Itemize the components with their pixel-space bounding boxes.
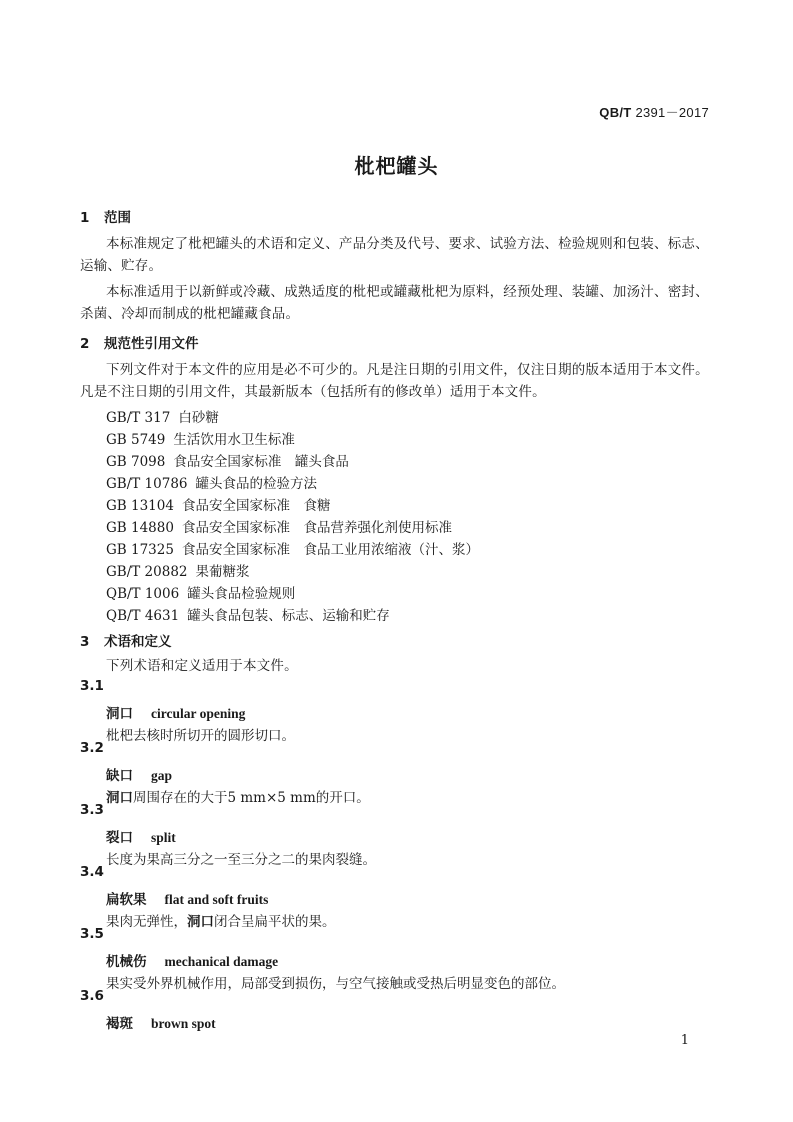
s2-intro-line-2: 凡是不注日期的引用文件，其最新版本（包括所有的修改单）适用于本文件。	[80, 384, 546, 400]
reference-title: 食品安全国家标准 食糖	[181, 498, 331, 514]
page-number: 1	[680, 1033, 689, 1048]
term-en: flat and soft fruits	[164, 892, 269, 907]
s2-intro-line-1: 下列文件对于本文件的应用是必不可少的。凡是注日期的引用文件，仅注日期的版本适用于本文件。	[106, 362, 709, 378]
reference-code: GB 5749	[106, 432, 166, 448]
term-en: circular opening	[151, 706, 246, 721]
reference-item	[106, 604, 390, 624]
section-number: 3	[80, 634, 90, 650]
term-zh: 缺口	[106, 768, 133, 784]
term-definition: 长度为果高三分之一至三分之二的果肉裂缝。	[106, 852, 376, 868]
section-title: 术语和定义	[104, 634, 172, 650]
term-reference: 洞口	[187, 914, 214, 930]
term-reference: 洞口	[106, 790, 133, 806]
reference-title: 罐头食品包装、标志、运输和贮存	[187, 608, 390, 624]
reference-code: GB 7098	[106, 454, 166, 470]
reference-title: 食品安全国家标准 罐头食品	[173, 454, 349, 470]
term-zh: 洞口	[106, 706, 133, 722]
reference-code: GB 13104	[106, 498, 174, 514]
reference-title: 食品安全国家标准 食品工业用浓缩液（汁、浆）	[181, 542, 479, 558]
section-2-heading	[80, 332, 199, 352]
term-heading	[106, 826, 176, 846]
term-zh: 褐斑	[106, 1016, 133, 1032]
term-zh: 机械伤	[106, 954, 147, 970]
term-zh: 扁软果	[106, 892, 147, 908]
section-3-heading	[80, 630, 172, 650]
reference-title: 白砂糖	[178, 410, 219, 426]
term-heading	[106, 888, 268, 908]
reference-code: GB/T 317	[106, 410, 171, 426]
reference-title: 果葡糖浆	[195, 564, 250, 580]
section-number: 2	[80, 336, 90, 352]
clause-number: 3.6	[80, 988, 104, 1004]
s1-paragraph-2-line-1: 本标准适用于以新鲜或冷藏、成熟适度的枇杷或罐藏枇杷为原料，经预处理、装罐、加汤汁、密封、	[106, 284, 709, 300]
reference-code: GB/T 20882	[106, 564, 188, 580]
term-definition-text: 周围存在的大于5 mm×5 mm的开口。	[133, 790, 370, 806]
term-heading	[106, 702, 245, 722]
term-heading	[106, 1012, 216, 1032]
reference-item	[106, 472, 317, 492]
standard-prefix: QB/T	[599, 105, 632, 120]
reference-code: GB 17325	[106, 542, 174, 558]
term-en: mechanical damage	[164, 954, 279, 969]
clause-number: 3.4	[80, 864, 104, 880]
clause-number: 3.2	[80, 740, 104, 756]
clause-number: 3.1	[80, 678, 104, 694]
term-en: split	[151, 830, 176, 845]
s1-paragraph-1-line-2: 运输、贮存。	[80, 258, 163, 274]
reference-code: GB 14880	[106, 520, 174, 536]
document-title: 枇杷罐头	[354, 154, 439, 178]
section-title: 规范性引用文件	[104, 336, 199, 352]
clause-number: 3.5	[80, 926, 104, 942]
term-en: brown spot	[151, 1016, 216, 1031]
reference-title: 生活饮用水卫生标准	[173, 432, 295, 448]
reference-title: 罐头食品的检验方法	[195, 476, 317, 492]
standard-code: 2391－2017	[631, 105, 709, 120]
s3-intro: 下列术语和定义适用于本文件。	[106, 658, 298, 674]
standard-number	[599, 102, 709, 121]
reference-item	[106, 560, 250, 580]
term-definition-text: 闭合呈扁平状的果。	[214, 914, 336, 930]
reference-item	[106, 450, 349, 470]
term-definition-prefix: 果肉无弹性，	[106, 914, 187, 930]
reference-item	[106, 428, 295, 448]
s1-paragraph-1-line-1: 本标准规定了枇杷罐头的术语和定义、产品分类及代号、要求、试验方法、检验规则和包装、标志、	[106, 236, 709, 252]
section-title: 范围	[104, 210, 131, 226]
section-number: 1	[80, 210, 90, 226]
reference-item	[106, 538, 479, 558]
term-en: gap	[151, 768, 173, 783]
reference-code: QB/T 4631	[106, 608, 180, 624]
term-definition: 枇杷去核时所切开的圆形切口。	[106, 728, 295, 744]
clause-number: 3.3	[80, 802, 104, 818]
reference-item	[106, 582, 295, 602]
reference-title: 罐头食品检验规则	[187, 586, 296, 602]
term-definition	[106, 910, 336, 930]
reference-item	[106, 406, 219, 426]
reference-item	[106, 516, 452, 536]
reference-title: 食品安全国家标准 食品营养强化剂使用标准	[181, 520, 452, 536]
reference-code: QB/T 1006	[106, 586, 180, 602]
term-zh: 裂口	[106, 830, 133, 846]
term-definition: 果实受外界机械作用，局部受到损伤，与空气接触或受热后明显变色的部位。	[106, 976, 565, 992]
reference-code: GB/T 10786	[106, 476, 188, 492]
term-definition	[106, 786, 370, 806]
term-heading	[106, 950, 278, 970]
term-heading	[106, 764, 172, 784]
reference-item	[106, 494, 330, 514]
s1-paragraph-2-line-2: 杀菌、冷却而制成的枇杷罐藏食品。	[80, 306, 300, 322]
section-1-heading	[80, 206, 131, 226]
